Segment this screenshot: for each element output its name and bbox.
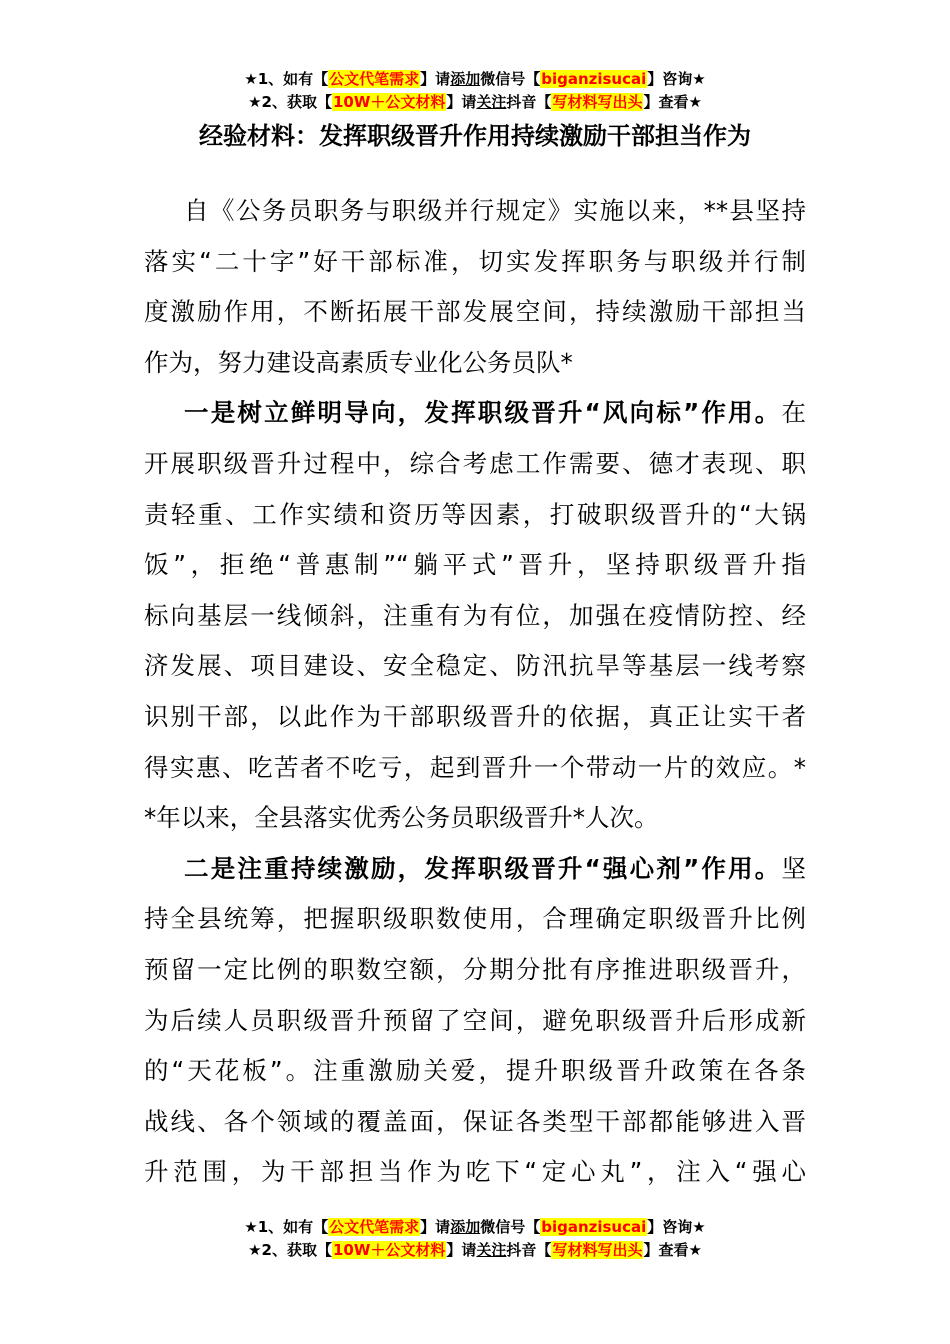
banner-highlight: biganzisucai [541, 1218, 647, 1236]
banner-line-1 [0, 68, 950, 91]
banner-text: ★2、获取【 [248, 1241, 332, 1259]
banner-line-1 [0, 1216, 950, 1239]
document-body [144, 186, 806, 1198]
banner-text: 微信号【 [480, 70, 541, 88]
paragraph-3-line: 持全县统筹，把握职级职数使用，合理确定职级晋升比例 [144, 904, 806, 934]
paragraph-3-line: 为后续人员职级晋升预留了空间，避免职级晋升后形成新 [144, 1005, 806, 1035]
paragraph-2-line: 济发展、项目建设、安全稳定、防汛抗旱等基层一线考察 [144, 651, 806, 681]
banner-underline: 关注 [476, 93, 507, 111]
banner-highlight: 10W＋公文材料 [332, 93, 446, 111]
document-title: 经验材料：发挥职级晋升作用持续激励干部担当作为 [199, 122, 751, 150]
paragraph-2-first-line [144, 388, 806, 439]
banner-text: 】请 [420, 70, 451, 88]
bottom-banner [0, 1216, 950, 1262]
banner-highlight: 10W＋公文材料 [332, 1241, 446, 1259]
paragraph-3-line: 的“天花板”。注重激励关爱，提升职级晋升政策在各条 [144, 1056, 806, 1086]
banner-text: 抖音【 [506, 1241, 552, 1259]
banner-text: 抖音【 [506, 93, 552, 111]
paragraph-1-line: 自《公务员职务与职级并行规定》实施以来，**县坚持 [184, 196, 806, 225]
banner-text: 】请 [420, 1218, 451, 1236]
banner-text: 】请 [446, 93, 477, 111]
banner-line-2 [0, 91, 950, 114]
paragraph-2-line: 标向基层一线倾斜，注重有为有位，加强在疫情防控、经 [144, 600, 806, 630]
banner-underline: 添加 [450, 1218, 481, 1236]
banner-text: ★2、获取【 [248, 93, 332, 111]
paragraph-2-heading: 一是树立鲜明导向，发挥职级晋升“风向标”作用。 [184, 398, 782, 428]
paragraph-3-line: 预留一定比例的职数空额，分期分批有序推进职级晋升， [144, 954, 806, 984]
paragraph-2-line: *年以来，全县落实优秀公务员职级晋升*人次。 [144, 803, 659, 833]
banner-text: 】咨询★ [647, 1218, 706, 1236]
banner-highlight: 公文代笔需求 [329, 70, 420, 88]
paragraph-2-line: 责轻重、工作实绩和资历等因素，打破职级晋升的“大锅 [144, 499, 806, 529]
paragraph-2-text: 在 [781, 398, 806, 428]
banner-text: 微信号【 [480, 1218, 541, 1236]
paragraph-1-line: 度激励作用，不断拓展干部发展空间，持续激励干部担当 [144, 297, 806, 327]
banner-line-2 [0, 1239, 950, 1262]
paragraph-3-heading: 二是注重持续激励，发挥职级晋升“强心剂”作用。 [184, 853, 782, 883]
banner-text: ★1、如有【 [244, 70, 329, 88]
top-banner [0, 68, 950, 114]
banner-text: 】查看★ [643, 93, 702, 111]
paragraph-2-line: 开展职级晋升过程中，综合考虑工作需要、德才表现、职 [144, 448, 806, 478]
paragraph-2-line: 饭”，拒绝“普惠制”“躺平式”晋升，坚持职级晋升指 [144, 550, 806, 580]
paragraph-3-line: 升范围，为干部担当作为吃下“定心丸”，注入“强心 [144, 1157, 806, 1187]
paragraph-2-line: 得实惠、吃苦者不吃亏，起到晋升一个带动一片的效应。* [144, 752, 806, 782]
banner-highlight: biganzisucai [541, 70, 647, 88]
banner-highlight: 写材料写出头 [552, 1241, 643, 1259]
banner-underline: 添加 [450, 70, 481, 88]
paragraph-3-text: 坚 [781, 853, 806, 883]
banner-text: 】请 [446, 1241, 477, 1259]
banner-text: ★1、如有【 [244, 1218, 329, 1236]
banner-highlight: 写材料写出头 [552, 93, 643, 111]
banner-underline: 关注 [476, 1241, 507, 1259]
banner-text: 】查看★ [643, 1241, 702, 1259]
paragraph-2-line: 识别干部，以此作为干部职级晋升的依据，真正让实干者 [144, 701, 806, 731]
paragraph-1-line: 落实“二十字”好干部标准，切实发挥职务与职级并行制 [144, 246, 806, 276]
banner-highlight: 公文代笔需求 [329, 1218, 420, 1236]
banner-text: 】咨询★ [647, 70, 706, 88]
paragraph-3-line: 战线、各个领域的覆盖面，保证各类型干部都能够进入晋 [144, 1106, 806, 1136]
paragraph-1-line: 作为，努力建设高素质专业化公务员队* [144, 347, 573, 377]
paragraph-3-first-line [144, 844, 806, 895]
